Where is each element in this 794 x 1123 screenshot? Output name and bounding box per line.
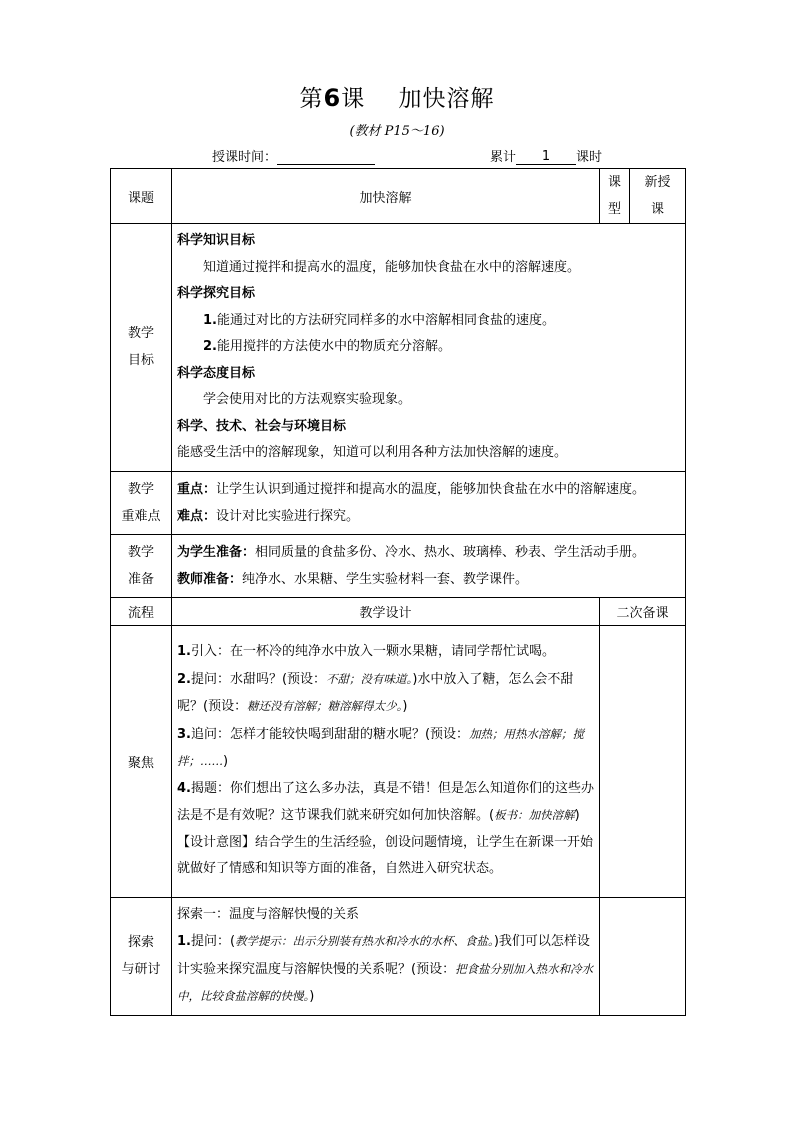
process-header-row (111, 597, 686, 625)
focus-step-3: 3.追问：怎样才能较快喝到甜甜的糖水呢？(预设：加热；用热水溶解；搅拌；……) (177, 726, 585, 770)
preparation-label: 教学 准备 (111, 534, 172, 597)
key-points-content (172, 471, 686, 534)
focus-second-prep (600, 625, 686, 897)
preparation-content (172, 534, 686, 597)
lesson-plan-table (110, 168, 686, 1016)
preparation-row (111, 534, 686, 597)
lesson-suffix: 课 (341, 86, 366, 112)
inquiry-goal-1: 1.能通过对比的方法研究同样多的水中溶解相同食盐的速度。 (203, 312, 555, 328)
lesson-type-value: 新授 课 (630, 169, 686, 224)
student-preparation: 为学生准备：相同质量的食盐多份、冷水、热水、玻璃棒、秒表、学生活动手册。 (177, 544, 646, 560)
key-points-label: 教学 重难点 (111, 471, 172, 534)
lesson-type-label: 课 型 (600, 169, 630, 224)
goals-label: 教学 目标 (111, 224, 172, 472)
second-prep-column-header: 二次备课 (600, 597, 686, 625)
explore-title: 探索一：温度与溶解快慢的关系 (177, 906, 360, 922)
teaching-time (212, 146, 375, 165)
sts-goal-text: 能感受生活中的溶解现象，知道可以利用各种方法加快溶解的速度。 (177, 445, 568, 460)
sts-goal-title: 科学、技术、社会与环境目标 (177, 418, 347, 434)
explore-row (111, 897, 686, 1015)
focus-step-1: 1.引入：在一杯冷的纯净水中放入一颗水果糖，请同学帮忙试喝。 (177, 644, 555, 660)
inquiry-goal-2: 2.能用搅拌的方法使水中的物质充分溶解。 (203, 339, 451, 354)
attitude-goal-title: 科学态度目标 (177, 365, 256, 381)
topic-value: 加快溶解 (172, 169, 600, 224)
focus-row (111, 625, 686, 897)
design-intent: 【设计意图】结合学生的生活经验，创设问题情境，让学生在新课一开始就做好了情感和知识等方面的准备，自然进入研究状态。 (177, 834, 594, 877)
total-unit: 课时 (576, 150, 603, 165)
focus-content (172, 625, 600, 897)
teaching-time-value (277, 149, 375, 165)
knowledge-goal-title: 科学知识目标 (177, 233, 256, 248)
total-label: 累计 (490, 150, 517, 165)
focus-step-4: 4.揭题：你们想出了这么多办法，真是不错！但是怎么知道你们的这些办法是不是有效呢？这节课我们就来研究如何加快溶解。(板书：加快溶解) (177, 780, 594, 824)
total-periods (490, 146, 602, 165)
teacher-preparation: 教师准备：纯净水、水果糖、学生实验材料一套、教学课件。 (177, 571, 529, 587)
design-column-header: 教学设计 (172, 597, 600, 625)
goals-content (172, 224, 686, 472)
explore-step-1: 1.提问：(教学提示：出示分别装有热水和冷水的水杯、食盐。)我们可以怎样设计实验来探究温度与溶解快慢的关系呢？(预设：把食盐分别加入热水和冷水中，比较食盐溶解的快慢。) (177, 934, 594, 1004)
lesson-prefix: 第 (299, 86, 324, 112)
process-column-header: 流程 (111, 597, 172, 625)
explore-second-prep (600, 897, 686, 1015)
topic-row (111, 169, 686, 224)
attitude-goal-text: 学会使用对比的方法观察实验现象。 (203, 392, 412, 407)
total-value: 1 (516, 149, 576, 165)
lesson-title (0, 80, 794, 113)
goals-row (111, 224, 686, 472)
lesson-number: 6 (323, 84, 342, 112)
teaching-time-label: 授课时间： (212, 150, 278, 165)
key-points-row (111, 471, 686, 534)
explore-content (172, 897, 600, 1015)
difficult-point: 难点：设计对比实验进行探究。 (177, 508, 360, 524)
textbook-pages: (教材 P15～16) (349, 124, 445, 139)
inquiry-goal-title: 科学探究目标 (177, 286, 256, 301)
focus-point: 重点：让学生认识到通过搅拌和提高水的温度，能够加快食盐在水中的溶解速度。 (177, 481, 646, 497)
lesson-name: 加快溶解 (398, 86, 495, 112)
explore-label: 探索 与研讨 (111, 897, 172, 1015)
topic-label: 课题 (111, 169, 172, 224)
focus-step-2: 2.提问：水甜吗？(预设：不甜；没有味道。)水中放入了糖，怎么会不甜呢？(预设：糖还没有溶解；糖溶解得太少。) (177, 671, 574, 715)
knowledge-goal-text: 知道通过搅拌和提高水的温度，能够加快食盐在水中的溶解速度。 (203, 259, 581, 275)
focus-label: 聚焦 (111, 625, 172, 897)
